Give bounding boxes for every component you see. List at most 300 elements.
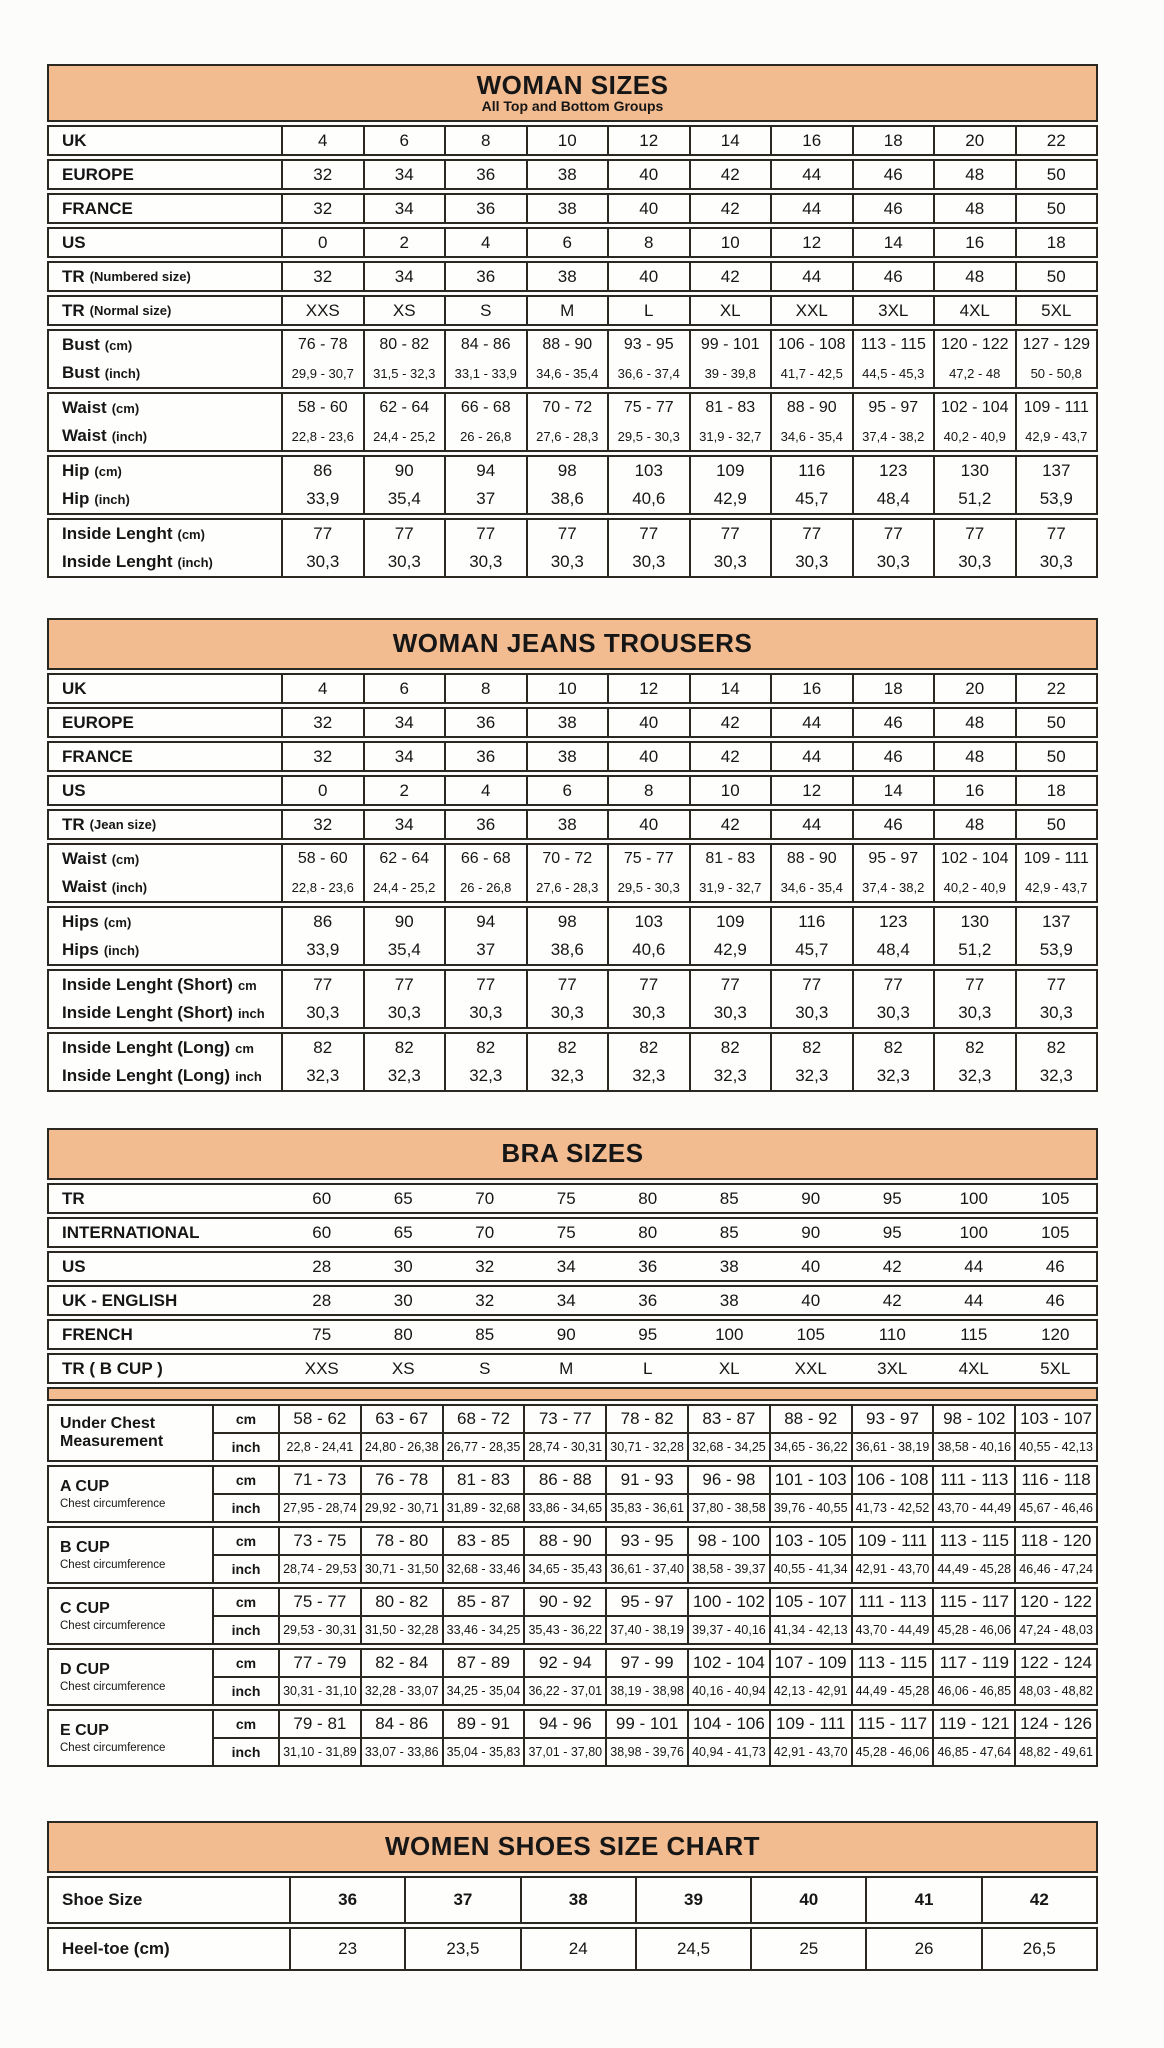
value-column: [932, 1467, 1014, 1521]
size-cell: 36,61 - 38,19: [855, 1440, 930, 1454]
size-cell: 30,3: [306, 1003, 340, 1022]
size-cell: 66 - 68: [460, 399, 511, 416]
size-cell: 8: [607, 777, 689, 804]
table-row: [47, 707, 1098, 738]
unit-column: [212, 1467, 278, 1521]
size-cell: 48,4: [876, 489, 910, 508]
size-cell: 77: [883, 975, 903, 994]
row-label: [49, 1253, 281, 1280]
value-column: [526, 845, 608, 901]
size-cell: 102 - 104: [689, 1650, 769, 1678]
size-cell: 106 - 108: [853, 1467, 933, 1495]
value-column: [360, 1467, 442, 1521]
size-cell: 51,2: [958, 940, 992, 959]
size-cell: 77: [720, 975, 740, 994]
size-cell: 37,4 - 38,2: [862, 879, 925, 895]
row-label-stack: [49, 394, 281, 450]
size-cell: 14: [852, 777, 934, 804]
value-column: [1015, 394, 1097, 450]
size-cell: 34,25 - 35,04: [446, 1684, 521, 1698]
value-column: [281, 520, 363, 576]
value-column: [605, 1528, 687, 1582]
size-cell: 34: [363, 709, 445, 736]
value-column: [605, 1406, 687, 1460]
value-column: [933, 457, 1015, 513]
size-cell: 30,3: [958, 1003, 992, 1022]
row-label-text: Inside Lenght: [62, 552, 173, 571]
size-cell: 60: [312, 1188, 332, 1208]
value-column: [523, 1650, 605, 1704]
size-cell: 30,3: [306, 552, 340, 571]
size-cell: 48: [933, 263, 1015, 290]
size-cell: 91 - 93: [607, 1467, 687, 1495]
value-column: [770, 1034, 852, 1090]
size-cell: 137: [1042, 912, 1071, 931]
size-cell: 85: [719, 1222, 739, 1242]
row-label-text: FRANCE: [62, 746, 133, 766]
value-column: [1014, 1589, 1096, 1643]
size-cell: 23,5: [404, 1929, 519, 1969]
size-cell: 82: [639, 1038, 659, 1057]
size-cell: 93 - 97: [853, 1406, 933, 1434]
table-row: [47, 1353, 1098, 1384]
size-cell: 93 - 95: [607, 1528, 687, 1556]
woman-jeans-rows: [47, 673, 1098, 1092]
value-column: [689, 457, 771, 513]
size-cell: 32,3: [632, 1066, 666, 1085]
size-cell: 116: [798, 912, 826, 931]
cup-label-subtext: Chest circumference: [60, 1497, 166, 1510]
size-cell: 31,89 - 32,68: [446, 1501, 521, 1515]
size-cell: 77: [883, 524, 903, 543]
size-cell: 6: [526, 229, 608, 256]
row-label: [49, 999, 281, 1027]
value-column: [687, 1467, 769, 1521]
size-cell: 42: [689, 161, 771, 188]
value-column: [851, 1528, 933, 1582]
row-label: [49, 263, 281, 290]
size-cell: 95: [882, 1222, 902, 1242]
size-cell: 48: [933, 709, 1015, 736]
row-label-text: Inside Lenght: [62, 524, 173, 543]
size-cell: 24: [520, 1929, 635, 1969]
size-cell: 77: [639, 524, 659, 543]
size-cell: 3XL: [852, 297, 934, 324]
value-column: [852, 971, 934, 1027]
value-column: [851, 1406, 933, 1460]
size-cell: 42: [882, 1290, 902, 1310]
value-column: [770, 394, 852, 450]
size-cell: 32: [281, 263, 363, 290]
size-cell: 120 - 122: [940, 336, 1009, 353]
table-title: WOMEN SHOES SIZE CHART: [384, 1831, 760, 1862]
size-cell: 39 - 39,8: [704, 365, 756, 381]
value-column: [526, 520, 608, 576]
size-cell: 89 - 91: [444, 1711, 524, 1739]
row-label-text: Inside Lenght (Long): [62, 1066, 231, 1085]
size-cell: 4: [281, 675, 363, 702]
size-cell: 80 - 82: [362, 1589, 442, 1617]
row-label-text: Hip: [62, 461, 90, 480]
size-cell: 16: [770, 675, 852, 702]
size-cell: 22,8 - 23,6: [291, 879, 354, 895]
size-cell: XXL: [794, 1358, 827, 1378]
unit-label: inch: [231, 1561, 261, 1577]
value-column: [607, 457, 689, 513]
size-cell: 44: [964, 1256, 984, 1276]
size-cell: 88 - 90: [786, 399, 837, 416]
size-cell: 42: [689, 811, 771, 838]
size-cell: 42,9 - 43,7: [1025, 428, 1088, 444]
size-cell: 82: [883, 1038, 903, 1057]
size-cell: 46,46 - 47,24: [1019, 1562, 1093, 1576]
size-cell: 102 - 104: [940, 850, 1009, 867]
table-row-group: [47, 329, 1098, 389]
size-cell: 109: [716, 461, 745, 480]
unit-column: [212, 1650, 278, 1704]
size-cell: XXS: [281, 297, 363, 324]
size-cell: S: [444, 297, 526, 324]
size-cell: 36,61 - 37,40: [610, 1562, 684, 1576]
size-cell: 31,10 - 31,89: [283, 1745, 357, 1759]
size-cell: 38,6: [550, 489, 584, 508]
size-cell: 43,70 - 44,49: [937, 1501, 1012, 1515]
size-cell: 103: [634, 461, 663, 480]
size-cell: 30,3: [795, 1003, 829, 1022]
value-column: [852, 908, 934, 964]
size-cell: 86: [313, 461, 333, 480]
size-cell: 42,9: [713, 940, 747, 959]
row-label: [49, 127, 281, 154]
size-cell: 34,6 - 35,4: [780, 879, 843, 895]
value-column: [278, 1711, 360, 1765]
row-label: [49, 457, 281, 485]
cup-label-subtext: Chest circumference: [60, 1680, 166, 1693]
value-column: [442, 1589, 524, 1643]
size-cell: 113 - 115: [860, 336, 926, 353]
divider-strip: [47, 1387, 1098, 1401]
cup-row-group: [47, 1465, 1098, 1523]
unit-label: cm: [214, 1528, 278, 1556]
value-column: [932, 1528, 1014, 1582]
size-cell: 40: [801, 1256, 821, 1276]
row-label-text: Bust: [62, 363, 100, 382]
value-column: [360, 1406, 442, 1460]
value-column: [363, 845, 445, 901]
size-cell: 30,3: [1039, 1003, 1073, 1022]
value-column: [444, 331, 526, 387]
size-cell: 16: [933, 777, 1015, 804]
size-cell: 42,91 - 43,70: [773, 1745, 848, 1759]
value-column: [607, 520, 689, 576]
value-column: [852, 520, 934, 576]
size-cell: 14: [689, 675, 771, 702]
cup-row-group: [47, 1526, 1098, 1584]
size-cell: 44: [770, 161, 852, 188]
size-cell: 80: [638, 1188, 658, 1208]
value-column: [526, 394, 608, 450]
size-cell: 4: [444, 229, 526, 256]
cup-label-subtext: Chest circumference: [60, 1558, 166, 1571]
size-cell: 16: [933, 229, 1015, 256]
cup-row-group: [47, 1709, 1098, 1767]
size-cell: 109 - 111: [853, 1528, 933, 1556]
row-label-unit: (inch): [111, 879, 148, 895]
size-cell: 31,9 - 32,7: [699, 428, 762, 444]
value-column: [607, 331, 689, 387]
value-column: [281, 1034, 363, 1090]
unit-column: [212, 1589, 278, 1643]
cup-row-group: [47, 1648, 1098, 1706]
size-cell: 39: [635, 1878, 750, 1922]
size-cell: 80 - 82: [379, 336, 430, 353]
row-label: [49, 873, 281, 901]
size-cell: 36,22 - 37,01: [528, 1684, 603, 1698]
size-cell: 22: [1015, 127, 1097, 154]
size-cell: 28,74 - 29,53: [283, 1562, 357, 1576]
size-cell: 110: [878, 1324, 906, 1344]
size-cell: 32: [475, 1290, 495, 1310]
cup-label: [49, 1528, 212, 1582]
size-cell: 22,8 - 24,41: [286, 1440, 354, 1454]
size-cell: 38: [719, 1290, 739, 1310]
size-cell: 37: [476, 489, 496, 508]
size-cell: 27,6 - 28,3: [536, 428, 599, 444]
size-cell: 33,1 - 33,9: [454, 365, 517, 381]
value-column: [605, 1467, 687, 1521]
size-cell: 35,4: [387, 489, 421, 508]
size-cell: 46: [852, 709, 934, 736]
value-column: [281, 457, 363, 513]
size-cell: 42: [689, 743, 771, 770]
size-cell: 37: [404, 1878, 519, 1922]
value-column: [442, 1650, 524, 1704]
size-cell: 33,07 - 33,86: [364, 1745, 439, 1759]
size-cell: 25: [750, 1929, 865, 1969]
size-cell: 18: [852, 127, 934, 154]
size-cell: 36: [638, 1290, 658, 1310]
cup-label: [49, 1406, 212, 1460]
row-label-stack: [49, 845, 281, 901]
row-label-unit: (cm): [111, 400, 140, 416]
row-label: [49, 297, 281, 324]
size-cell: 90: [394, 912, 414, 931]
size-cell: 109 - 111: [1023, 850, 1089, 867]
size-cell: 36: [638, 1256, 658, 1276]
size-cell: 118 - 120: [1016, 1528, 1096, 1556]
size-cell: 12: [770, 229, 852, 256]
size-cell: 33,9: [306, 940, 340, 959]
size-cell: 26: [865, 1929, 980, 1969]
size-cell: 4XL: [933, 297, 1015, 324]
cup-label-text: C CUP: [60, 1600, 110, 1618]
value-column: [932, 1589, 1014, 1643]
unit-label: inch: [231, 1744, 261, 1760]
size-cell: 80: [638, 1222, 658, 1242]
size-cell: 77: [1046, 524, 1066, 543]
size-cell: 44,49 - 45,28: [855, 1684, 930, 1698]
size-cell: 41,7 - 42,5: [780, 365, 843, 381]
value-column: [852, 331, 934, 387]
size-cell: 23: [289, 1929, 404, 1969]
size-cell: 82: [1046, 1038, 1066, 1057]
size-cell: 81 - 83: [705, 399, 756, 416]
row-label-unit: (inch): [103, 942, 140, 958]
size-cell: 14: [689, 127, 771, 154]
size-cell: 46: [852, 811, 934, 838]
size-cell: 29,53 - 30,31: [283, 1623, 357, 1637]
size-cell: 30,31 - 31,10: [283, 1684, 357, 1698]
size-cell: 76 - 78: [362, 1467, 442, 1495]
value-column: [363, 394, 445, 450]
row-label: [49, 359, 281, 387]
size-cell: 30,3: [713, 1003, 747, 1022]
table-row-group: [47, 518, 1098, 578]
value-column: [1014, 1406, 1096, 1460]
size-cell: 42,13 - 42,91: [773, 1684, 848, 1698]
row-label: [49, 1034, 281, 1062]
size-cell: 42: [981, 1878, 1096, 1922]
size-cell: 32: [281, 195, 363, 222]
size-cell: 50: [1015, 195, 1097, 222]
size-cell: 40: [607, 263, 689, 290]
row-label-text: Inside Lenght (Long): [62, 1038, 231, 1057]
size-cell: 75 - 77: [623, 850, 674, 867]
woman-sizes-header: [47, 64, 1098, 122]
size-cell: 77: [557, 975, 577, 994]
size-cell: 92 - 94: [525, 1650, 605, 1678]
size-cell: 48,4: [876, 940, 910, 959]
size-cell: 40: [607, 709, 689, 736]
row-label: [49, 743, 281, 770]
row-label: [49, 1321, 281, 1348]
value-column: [278, 1467, 360, 1521]
row-label-unit: (cm): [103, 914, 132, 930]
size-cell: 37,80 - 38,58: [692, 1501, 766, 1515]
size-cell: 123: [879, 912, 908, 931]
size-cell: 38: [719, 1256, 739, 1276]
size-cell: 60: [312, 1222, 332, 1242]
size-cell: 50 - 50,8: [1030, 365, 1082, 381]
row-label-unit: (inch): [177, 554, 213, 570]
size-cell: 82: [313, 1038, 333, 1057]
value-column: [444, 908, 526, 964]
size-cell: 18: [852, 675, 934, 702]
size-cell: 26,77 - 28,35: [446, 1440, 521, 1454]
size-cell: 44: [770, 743, 852, 770]
size-cell: 2: [363, 229, 445, 256]
row-label-unit: cm: [237, 977, 257, 993]
size-cell: 30: [393, 1256, 413, 1276]
size-cell: 90: [394, 461, 414, 480]
value-column: [526, 971, 608, 1027]
unit-label: cm: [214, 1467, 278, 1495]
size-cell: 97 - 99: [607, 1650, 687, 1678]
size-cell: 42: [689, 195, 771, 222]
size-cell: 122 - 124: [1016, 1650, 1096, 1678]
size-cell: 4XL: [958, 1358, 989, 1378]
table-row: [47, 159, 1098, 190]
size-cell: 37: [476, 940, 496, 959]
size-cell: 88 - 90: [542, 336, 593, 353]
row-label-unit: inch: [237, 1005, 265, 1021]
size-cell: 78 - 82: [607, 1406, 687, 1434]
size-cell: 77 - 79: [280, 1650, 360, 1678]
table-row-group: [47, 455, 1098, 515]
size-cell: 34: [363, 743, 445, 770]
size-cell: 4: [281, 127, 363, 154]
table-row: [47, 193, 1098, 224]
size-cell: 111 - 113: [934, 1467, 1014, 1495]
value-column: [523, 1589, 605, 1643]
row-label-text: TR: [62, 300, 85, 320]
row-label-text: UK - ENGLISH: [62, 1290, 178, 1310]
size-cell: 98 - 100: [689, 1528, 769, 1556]
value-column: [444, 457, 526, 513]
size-cell: 10: [689, 777, 771, 804]
size-cell: 26 - 26,8: [460, 428, 512, 444]
size-cell: 8: [444, 675, 526, 702]
size-cell: 36: [444, 811, 526, 838]
size-cell: 130: [960, 912, 989, 931]
value-column: [1015, 971, 1097, 1027]
cup-label: [49, 1589, 212, 1643]
size-cell: 22,8 - 23,6: [291, 428, 354, 444]
size-cell: 62 - 64: [379, 399, 430, 416]
size-cell: 46: [852, 161, 934, 188]
row-label-text: Shoe Size: [62, 1890, 143, 1909]
size-cell: 48: [933, 743, 1015, 770]
size-cell: 3XL: [877, 1358, 908, 1378]
row-label: [49, 161, 281, 188]
size-cell: 70 - 72: [542, 399, 593, 416]
size-cell: 31,5 - 32,3: [373, 365, 436, 381]
size-cell: 70: [475, 1222, 495, 1242]
size-cell: L: [643, 1358, 653, 1378]
value-column: [1015, 908, 1097, 964]
size-cell: 4: [444, 777, 526, 804]
table-row-group: [47, 906, 1098, 966]
cup-label-text: A CUP: [60, 1478, 110, 1496]
size-cell: 32,3: [387, 1066, 421, 1085]
size-cell: 66 - 68: [460, 850, 511, 867]
cup-label: [49, 1711, 212, 1765]
row-label-text: Hips: [62, 912, 99, 931]
value-column: [363, 331, 445, 387]
value-column: [689, 520, 771, 576]
size-cell: 40: [750, 1878, 865, 1922]
size-cell: 40: [607, 811, 689, 838]
size-cell: 104 - 106: [689, 1711, 769, 1739]
size-cell: 35,43 - 36,22: [528, 1623, 603, 1637]
unit-column: [212, 1406, 278, 1460]
row-label-unit: inch: [235, 1068, 262, 1084]
size-cell: 90: [556, 1324, 576, 1344]
value-column: [281, 394, 363, 450]
size-cell: 40,6: [632, 940, 666, 959]
size-cell: 84 - 86: [362, 1711, 442, 1739]
value-column: [607, 971, 689, 1027]
size-cell: 34,65 - 36,22: [773, 1440, 848, 1454]
size-cell: 83 - 87: [689, 1406, 769, 1434]
size-cell: 32,3: [713, 1066, 747, 1085]
row-label: [49, 1929, 289, 1969]
row-label: [49, 971, 281, 999]
cup-row-group: [47, 1404, 1098, 1462]
size-cell: 87 - 89: [444, 1650, 524, 1678]
size-cell: 32,28 - 33,07: [364, 1684, 439, 1698]
size-cell: 2: [363, 777, 445, 804]
